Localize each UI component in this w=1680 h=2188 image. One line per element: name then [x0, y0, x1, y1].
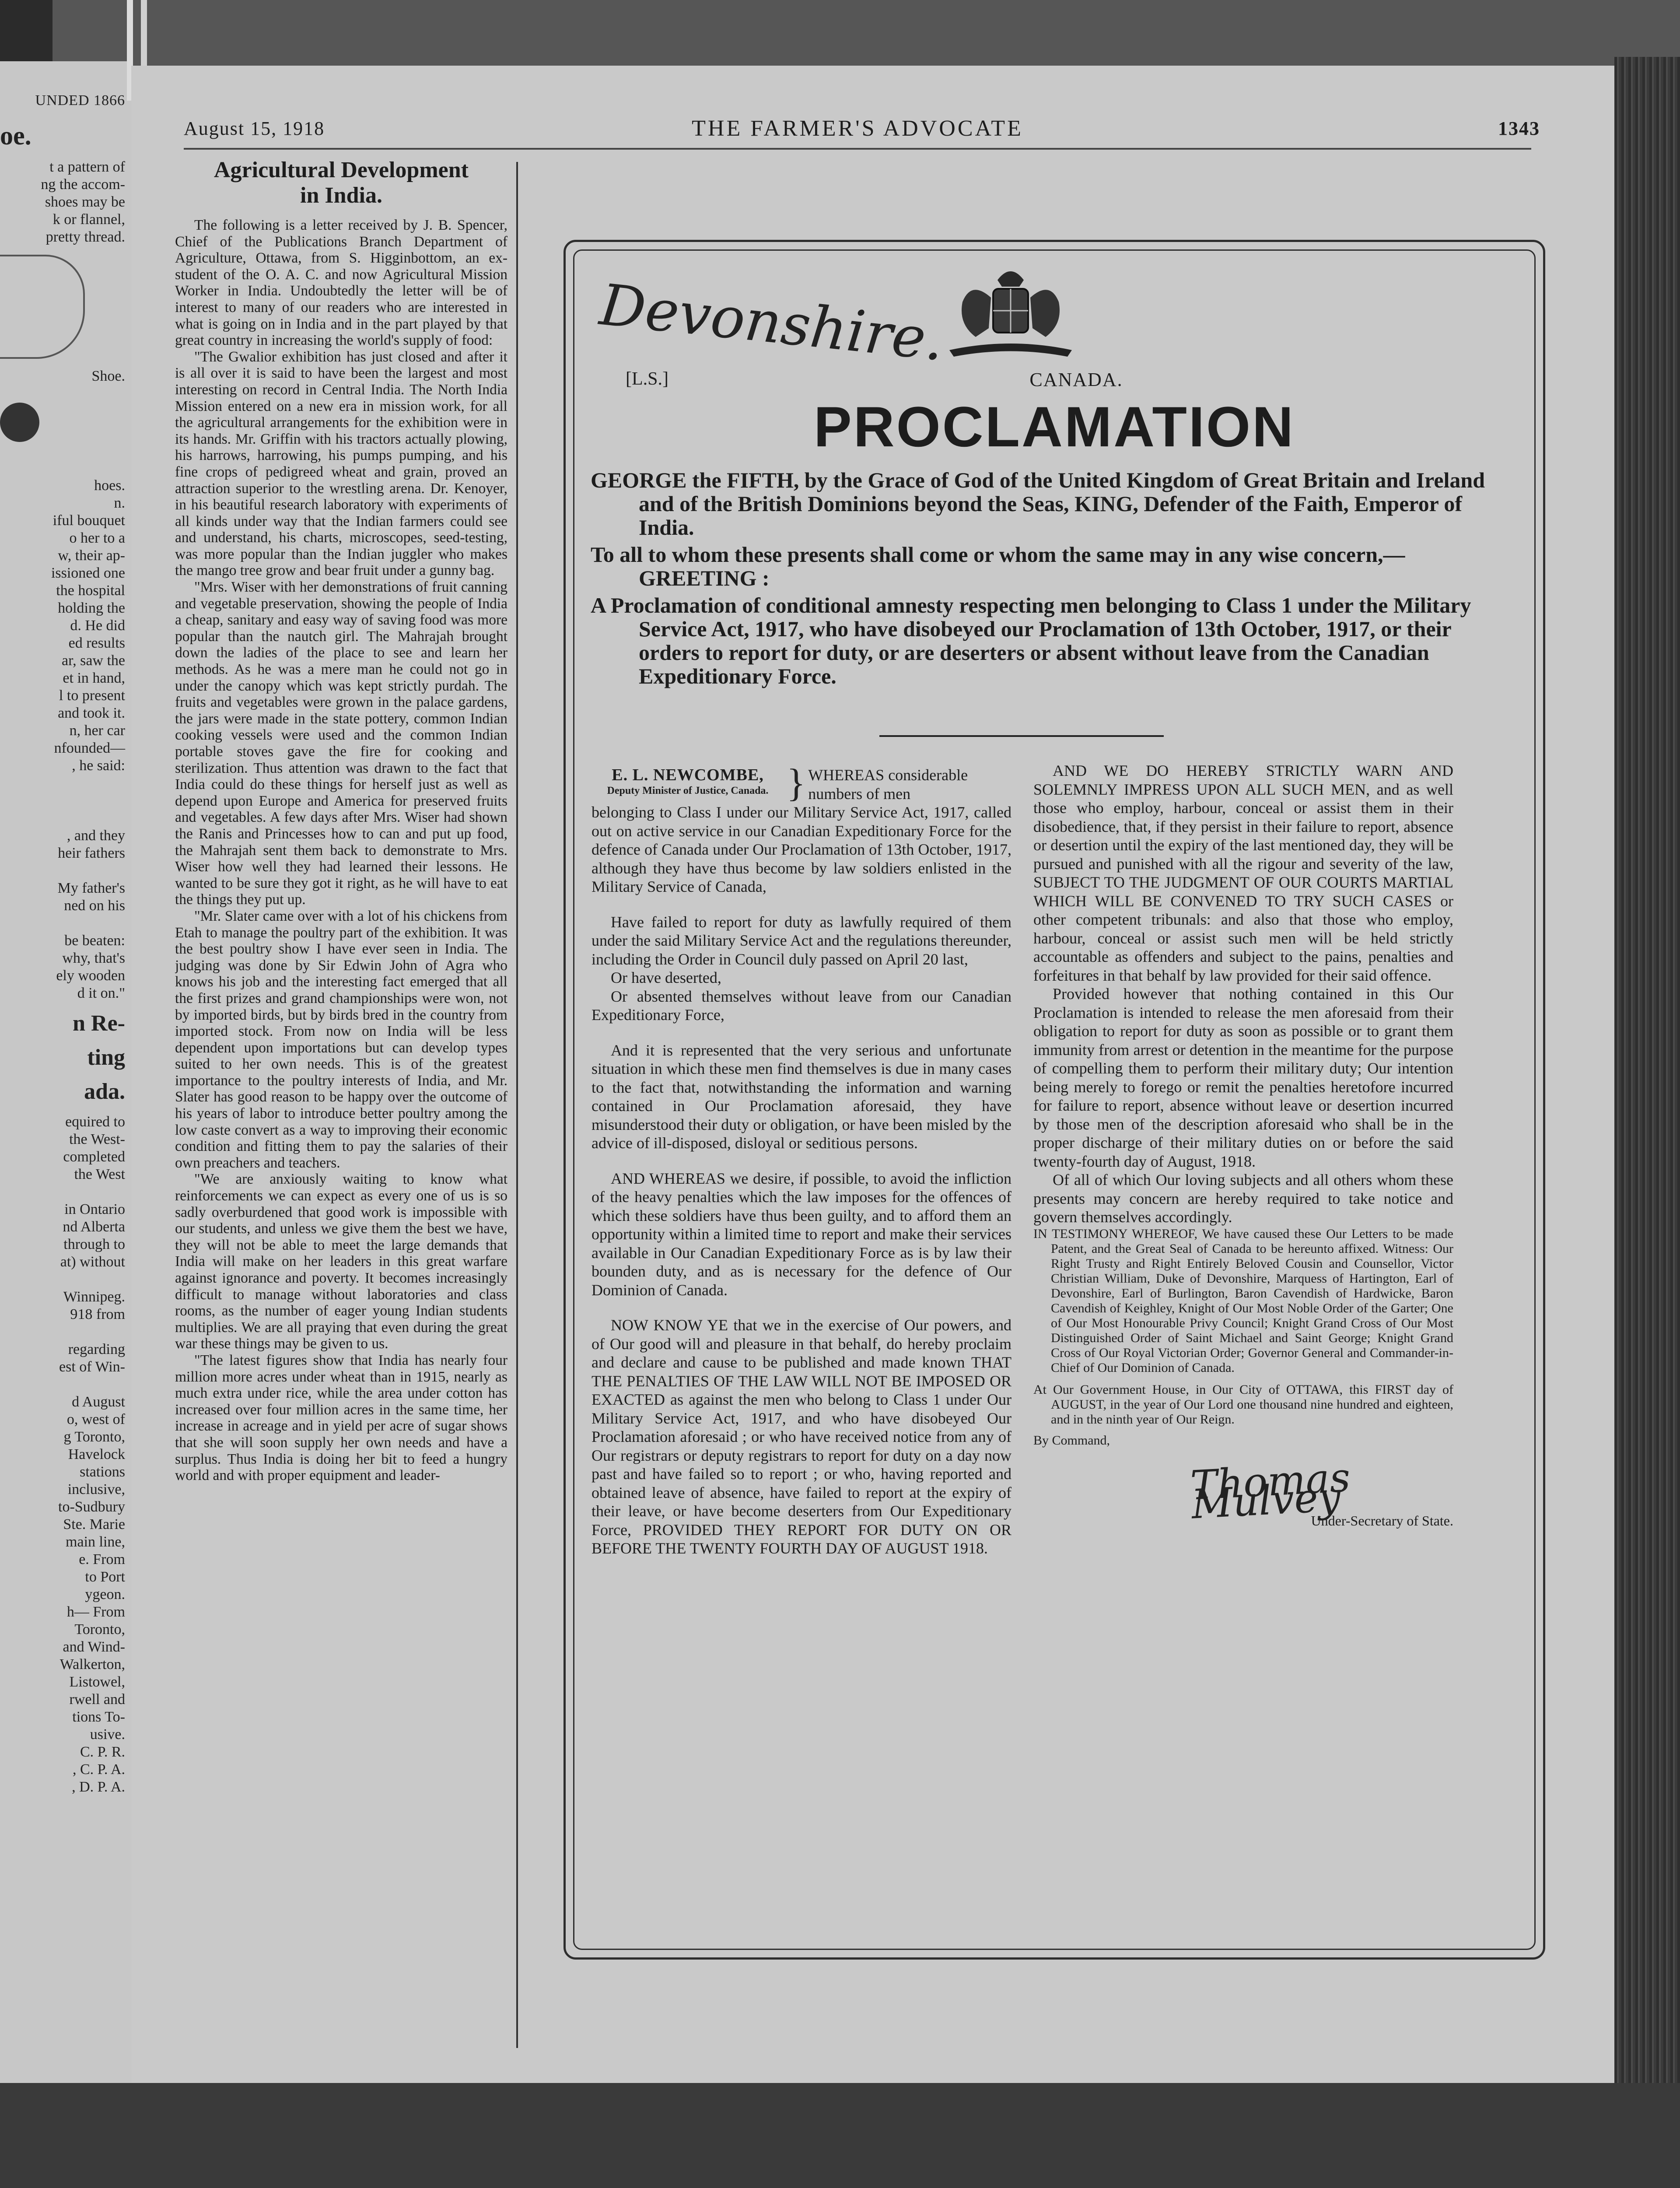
left-page-line: o her to a — [69, 530, 125, 546]
left-page-line: heir fathers — [58, 845, 125, 861]
left-page-line: usive. — [90, 1726, 125, 1743]
under-secretary-title: Under-Secretary of State. — [1311, 1512, 1453, 1529]
proclamation-column-2 — [1033, 761, 1453, 1943]
proclamation-divider — [879, 735, 1164, 737]
left-page-line: d it on." — [77, 985, 125, 1001]
left-page-line: My father's — [57, 880, 125, 896]
left-page-line: o, west of — [66, 1411, 125, 1427]
article-paragraph: "Mr. Slater came over with a lot of his chickens from Etah to manage the poultry part of the exhibition. It was the best poultry show I have ever seen in India. The judging was done by Sir Edwin John of Agra who knows his job and the interesting fact emerged that all the first prizes and grand championships were won, not by imported birds, but by birds bred in the country from imported stock. From now on India will be less dependent upon importations but can develop types suited to her own needs. This is of the greatest importance to the poultry interests of India, and Mr. Slater has good reason to be happy over the outcome of his years of labor to introduce better poultry among the low caste convert as a way to improving their economic condition and fitting them to pay the salaries of their own preachers and teachers. — [175, 908, 508, 1171]
left-page-caption: Shoe. — [91, 368, 125, 384]
article-paragraph: "The latest figures show that India has nearly four million more acres under wheat than in 1915, nearly as much extra under rice, while the area under cotton has increased over four million acres in the same time, her increase in acreage and in yield per acre of sugar shows that she will soon supply her own needs and have a surplus. Thus India is doing her bit to feed a hungry world and with proper equipment and leader- — [175, 1352, 508, 1484]
article-paragraph: The following is a letter received by J. B. Spencer, Chief of the Publications Branch Department of Agriculture, Ottawa, from S. Higginbottom, an ex-student of the O. A. C. and now Agricultural Mission Worker in India. Undoubtedly the letter will be of interest to many of our readers who are interested in what is going on in India and in the part played by that great country in increasing the world's supply of food: — [175, 217, 508, 349]
testimony-text: IN TESTIMONY WHEREOF, We have caused these Our Letters to be made Patent, and the Great Seal of Canada to be hereunto affixed. Witness: Our Right Trusty and Right Entirely Beloved Cousin and Counsellor, Victor Christian William, Duke of Devonshire, Marquess of Hartington, Earl of Devonshire, Earl of Burlington, Baron Cavendish of Hardwicke, Baron Cavendish of Keighley, Knight of Our Most Noble Order of the Garter; One of Our Most Honourable Privy Council; Knight Grand Cross of Our Most Distinguished Order of Saint Michael and Saint George; Knight Grand Cross of Our Royal Victorian Order; Governor General and Commander-in-Chief of Our Dominion of Canada. — [1033, 1226, 1453, 1375]
proclamation-title: PROCLAMATION — [814, 395, 1295, 459]
proclamation-preamble — [591, 468, 1514, 691]
whereas-opening: WHEREAS considerable numbers of men — [808, 766, 968, 803]
left-page-line: stations — [80, 1464, 125, 1480]
article-paragraph: "We are anxiously waiting to know what reinforcements we can expect as every one of us is so sadly overburdened that good work is impossible with our students, and unless we give them the best we have, they will not be able to meet the large demands that India will make on her leaders in this great warfare against ignorance and poverty. It becomes increasingly difficult to manage without laboratories and class rooms, as the number of eager young Indian students multiplies. We are all praying that even during the great war these things may be given to us. — [175, 1171, 508, 1352]
left-page-line: ng the accom- — [41, 176, 125, 193]
deputy-name: E. L. NEWCOMBE, — [612, 766, 764, 784]
left-page-line: Toronto, — [74, 1621, 125, 1637]
left-page-line — [0, 775, 131, 792]
left-page-line: ned on his — [64, 898, 125, 914]
country-label: CANADA. — [1029, 369, 1123, 390]
proclamation-paragraph: AND WHEREAS we desire, if possible, to avoid the infliction of the heavy penalties which the law imposes for the offences of which these soldiers have thus been guilty, and to afford them an opportunity within a limited time to report and make their services available in Our Canadian Expeditionary Force as is by law their bounden duty, and as is necessary for the defence of Our Dominion of Canada. — [592, 1169, 1012, 1299]
royal-coat-of-arms-icon — [932, 263, 1089, 363]
left-page-line: l to present — [59, 687, 125, 704]
left-page-line: be beaten: — [64, 933, 125, 949]
left-page-line: why, that's — [62, 950, 125, 966]
left-page-line: equired to — [65, 1114, 125, 1130]
left-page-line: t a pattern of — [49, 159, 125, 175]
left-page-line: and Wind- — [63, 1639, 125, 1655]
publication-title: THE FARMER'S ADVOCATE — [692, 116, 1023, 141]
proclamation-paragraph: NOW KNOW YE that we in the exercise of Our powers, and of Our good will and pleasure in that behalf, do hereby proclaim and declare and cause to be published and made known THAT THE PENALTIES OF THE LAW WILL NOT BE IMPOSED OR EXACTED as against the men who belong to Class 1 under Our Military Service Act, 1917, and who have disobeyed Our Proclamation aforesaid ; or who have received notice from any of Our registrars or deputy registrars to report for duty on a day now past and have failed so to report ; or who, having reported and obtained leave of absence, have failed to report at the expiry of their leave, or have become deserters from Our Expeditionary Force, PROVIDED THEY REPORT FOR DUTY ON OR BEFORE THE TWENTY FOURTH DAY OF AUGUST 1918. — [592, 1316, 1012, 1557]
under-secretary-signature: Thomas Mulvey — [1189, 1454, 1351, 1528]
left-page-line: pretty thread. — [46, 229, 125, 245]
article-column — [175, 158, 508, 2057]
issue-date: August 15, 1918 — [184, 118, 325, 139]
left-page-line: rwell and — [69, 1691, 125, 1708]
left-page-heading: ada. — [84, 1079, 125, 1104]
left-page-line: the West — [74, 1166, 125, 1182]
testimony-block — [1033, 1227, 1453, 1448]
left-page-line: shoes may be — [45, 194, 125, 210]
preamble-paragraph: A Proclamation of conditional amnesty respecting men belonging to Class 1 under the Military Service Act, 1917, who have disobeyed our Proclamation of 13th October, 1917, or their orders to report for duty, or are deserters or absent without leave from the Canadian Expeditionary Force. — [591, 593, 1471, 688]
deputy-minister — [592, 766, 784, 797]
left-page-line: ygeon. — [85, 1586, 125, 1602]
left-page-line: nfounded— — [54, 740, 125, 756]
left-page-line: at) without — [60, 1254, 125, 1270]
proclamation-paragraph: Or absented themselves without leave from our Canadian Expeditionary Force, — [592, 987, 1012, 1024]
left-page-line: C. P. R. — [80, 1744, 125, 1760]
article-paragraph: "The Gwalior exhibition has just closed and after it is all over it is said to have been the largest and most interesting on record in Central India. The North India Mission entered on a new era in mission work, for all the agricultural arrangements for the exhibition were in its hands. Mr. Griffin with his tractors actually plowing, his harrows, harrowing, his pumps pumping, and his fine crops of pedigreed wheat and grain, proved an attraction superior to the wrestling arena. Dr. Kenoyer, in his beautiful research laboratory with experiments of all kinds under way that the Indian farmers could see and understand, his charts, microscopes, seed-testing, was more popular than the Indian juggler who makes the mango tree grow and bear fruit under a gunny bag. — [175, 348, 508, 579]
deputy-title: Deputy Minister of Justice, Canada. — [607, 785, 769, 796]
preamble-paragraph: GEORGE the FIFTH, by the Grace of God of the United Kingdom of Great Britain and Ireland and of the British Dominions beyond the Seas, KING, Defender of the Faith, Emperor of India. — [591, 468, 1485, 540]
left-page-line — [0, 915, 131, 932]
brace-glyph: } — [787, 766, 806, 805]
by-command: By Command, — [1033, 1433, 1110, 1448]
left-page-line: h— From — [66, 1604, 125, 1620]
proclamation-paragraph: Or have deserted, — [611, 969, 721, 986]
left-page-line: main line, — [66, 1534, 125, 1550]
left-page-line: nd Alberta — [63, 1219, 125, 1235]
left-page-heading: n Re- — [73, 1011, 125, 1036]
article-title-line-2: in India. — [300, 183, 382, 208]
left-page-line: and took it. — [58, 705, 125, 721]
left-page-line: oe. — [0, 121, 32, 150]
left-page-line: e. From — [79, 1551, 125, 1567]
left-page-line: d August — [72, 1394, 125, 1410]
deputy-minister-block — [592, 766, 1012, 803]
column-rule — [516, 162, 518, 2048]
left-page-line: to-Sudbury — [58, 1499, 125, 1515]
left-page-line: hoes. — [94, 477, 125, 494]
left-page-line: et in hand, — [63, 670, 125, 686]
running-head — [184, 116, 1540, 144]
left-page-line: n. — [114, 495, 125, 511]
left-page-line — [0, 1183, 131, 1201]
left-page-line: inclusive, — [67, 1481, 125, 1497]
left-page-line: issioned one — [51, 565, 125, 581]
header-rule — [184, 148, 1531, 150]
left-page-line: to Port — [85, 1569, 125, 1585]
left-page-line: in Ontario — [64, 1201, 125, 1217]
left-page-line: Listowel, — [69, 1674, 125, 1690]
left-page-line: Ste. Marie — [63, 1516, 125, 1532]
left-page-line: w, their ap- — [58, 547, 125, 564]
left-page-line: Winnipeg. — [63, 1289, 125, 1305]
proclamation-paragraph: Have failed to report for duty as lawfully required of them under the said Military Service Act and the regulations thereunder, including the Order in Council duly passed on April 20 last, — [592, 913, 1012, 968]
left-facing-page — [0, 61, 131, 2083]
left-page-line: , he said: — [72, 757, 125, 774]
left-page-line: ar, saw the — [62, 652, 125, 669]
left-page-line: ely wooden — [56, 968, 125, 984]
devonshire-signature: Devonshire. — [597, 271, 947, 374]
left-page-line: the hospital — [56, 582, 125, 599]
left-page-line: , C. P. A. — [73, 1761, 125, 1778]
article-title-line-1: Agricultural Development — [214, 158, 469, 182]
preamble-paragraph: To all to whom these presents shall come or whom the same may in any wise concern,—GREETING : — [591, 542, 1405, 590]
page-number: 1343 — [1498, 118, 1540, 139]
proclamation-paragraph: belonging to Class I under our Military Service Act, 1917, called out on active service in our Canadian Expeditionary Force for the defence of Canada under Our Proclamation of 13th October, 1917, although they have thus become by law soldiers enlisted in the Military Service of Canada, — [592, 803, 1012, 895]
left-page-line: iful bouquet — [52, 512, 125, 529]
left-page-line: completed — [63, 1149, 125, 1165]
left-page-line: g Toronto, — [63, 1429, 125, 1445]
left-page-line: regarding — [68, 1341, 125, 1357]
proclamation-paragraph: AND WE DO HEREBY STRICTLY WARN AND SOLEMNLY IMPRESS UPON ALL SUCH MEN, and as well those who employ, harbour, conceal or assist them in their disobedience, that, if they persist in their failure to report, absence or desertion until the expiry of the last mentioned day, they will be pursued and punished with all the rigour and severity of the law, SUBJECT TO THE JUDGMENT OF OUR COURTS MARTIAL WHICH WILL BE CONVENED TO TRY SUCH CASES or other competent tribunals: and also that those who employ, harbour, conceal or assist such men will be held strictly accountable as offenders and subject to the pains, penalties and forfeitures in that behalf by law provided for their said offence. — [1033, 762, 1453, 984]
left-page-gap — [0, 459, 131, 477]
proclamation-paragraph: And it is represented that the very serious and unfortunate situation in which these men find themselves is due in many cases to the fact that, notwithstanding the information and warning contained in Our Proclamation aforesaid, they have misunderstood their duty or obligation, or have been misled by the advice of ill-disposed, disloyal or seditious persons. — [592, 1041, 1012, 1152]
left-page-line: ed results — [68, 635, 125, 651]
left-page-line: Walkerton, — [60, 1656, 125, 1673]
proclamation-column-1 — [592, 766, 1012, 1934]
left-page-line — [0, 792, 131, 810]
seal-label: [L.S.] — [626, 369, 668, 389]
left-page-line: holding the — [58, 600, 125, 616]
left-page-line: est of Win- — [59, 1359, 125, 1375]
shoe-pattern-icon — [0, 255, 85, 359]
book-edge-right — [1614, 57, 1680, 2087]
proclamation-paragraph: Of all of which Our loving subjects and all others whom these presents may concern are hereby required to take notice and govern themselves accordingly. — [1033, 1171, 1453, 1226]
given-at-text: At Our Government House, in Our City of OTTAWA, this FIRST day of AUGUST, in the year of Our Lord one thousand nine hundred and eighteen, and in the ninth year of Our Reign. — [1033, 1382, 1453, 1427]
left-page-line: , D. P. A. — [72, 1779, 125, 1795]
left-page-line: tions To- — [72, 1709, 125, 1725]
left-page-line — [0, 1376, 131, 1393]
left-page-line: 918 from — [70, 1306, 125, 1322]
left-page-line: k or flannel, — [52, 211, 125, 228]
left-page-heading: ting — [87, 1045, 125, 1070]
left-page-line: , and they — [66, 828, 125, 844]
left-page-line: the West- — [69, 1131, 125, 1147]
left-page-line: through to — [63, 1236, 125, 1252]
article-title — [175, 158, 508, 208]
left-page-line: n, her car — [69, 722, 125, 739]
proclamation-paragraph: Provided however that nothing contained in this Our Proclamation is intended to release the men aforesaid from their obligation to report for duty as soon as possible or to grant them immunity from arrest or detention in the meantime for the purpose of compelling them to perform their military duty; Our intention being merely to forego or remit the penalties heretofore incurred for failure to report, absence without leave or desertion incurred by those men of the description aforesaid who shall be in the proper discharge of their military duties on or before the said twenty-fourth day of August, 1918. — [1033, 985, 1453, 1170]
left-page-line: d. He did — [70, 617, 125, 634]
article-paragraph: "Mrs. Wiser with her demonstrations of fruit canning and vegetable preservation, showing the people of India a cheap, sanitary and easy way of saving food was more popular than the nautch girl. The Mahrajah brought down the ladies of the place to see and learn her methods. As he was a mere man he could not go in under the canopy which was kept strictly purdah. The fruits and vegetables were grown in the palace gardens, the jars were made in the state pottery, common Indian cooking vessels were used and the common Indian portable stoves gave the fire for cooking and sterilization. Thus attention was drawn to the fact that India could do these things for herself just as well as depend upon Europe and America for preserved fruits and vegetables. A few days after Mrs. Wiser had shown the Ranis and Princesses how to can and put up food, the Mahrajah sent them back to demonstrate to Mrs. Wiser how well they had learned their lessons. He wanted to be sure they got it right, as he will have to eat the things they put up. — [175, 579, 508, 908]
left-page-line — [0, 1323, 131, 1341]
scan-bottom-margin — [0, 2083, 1680, 2188]
left-page-header: UNDED 1866 — [35, 92, 125, 109]
left-page-line — [0, 810, 131, 827]
left-page-line — [0, 862, 131, 880]
shoe-oval-icon — [0, 403, 39, 442]
left-page-line — [0, 1271, 131, 1288]
left-page-line: Havelock — [68, 1446, 125, 1462]
